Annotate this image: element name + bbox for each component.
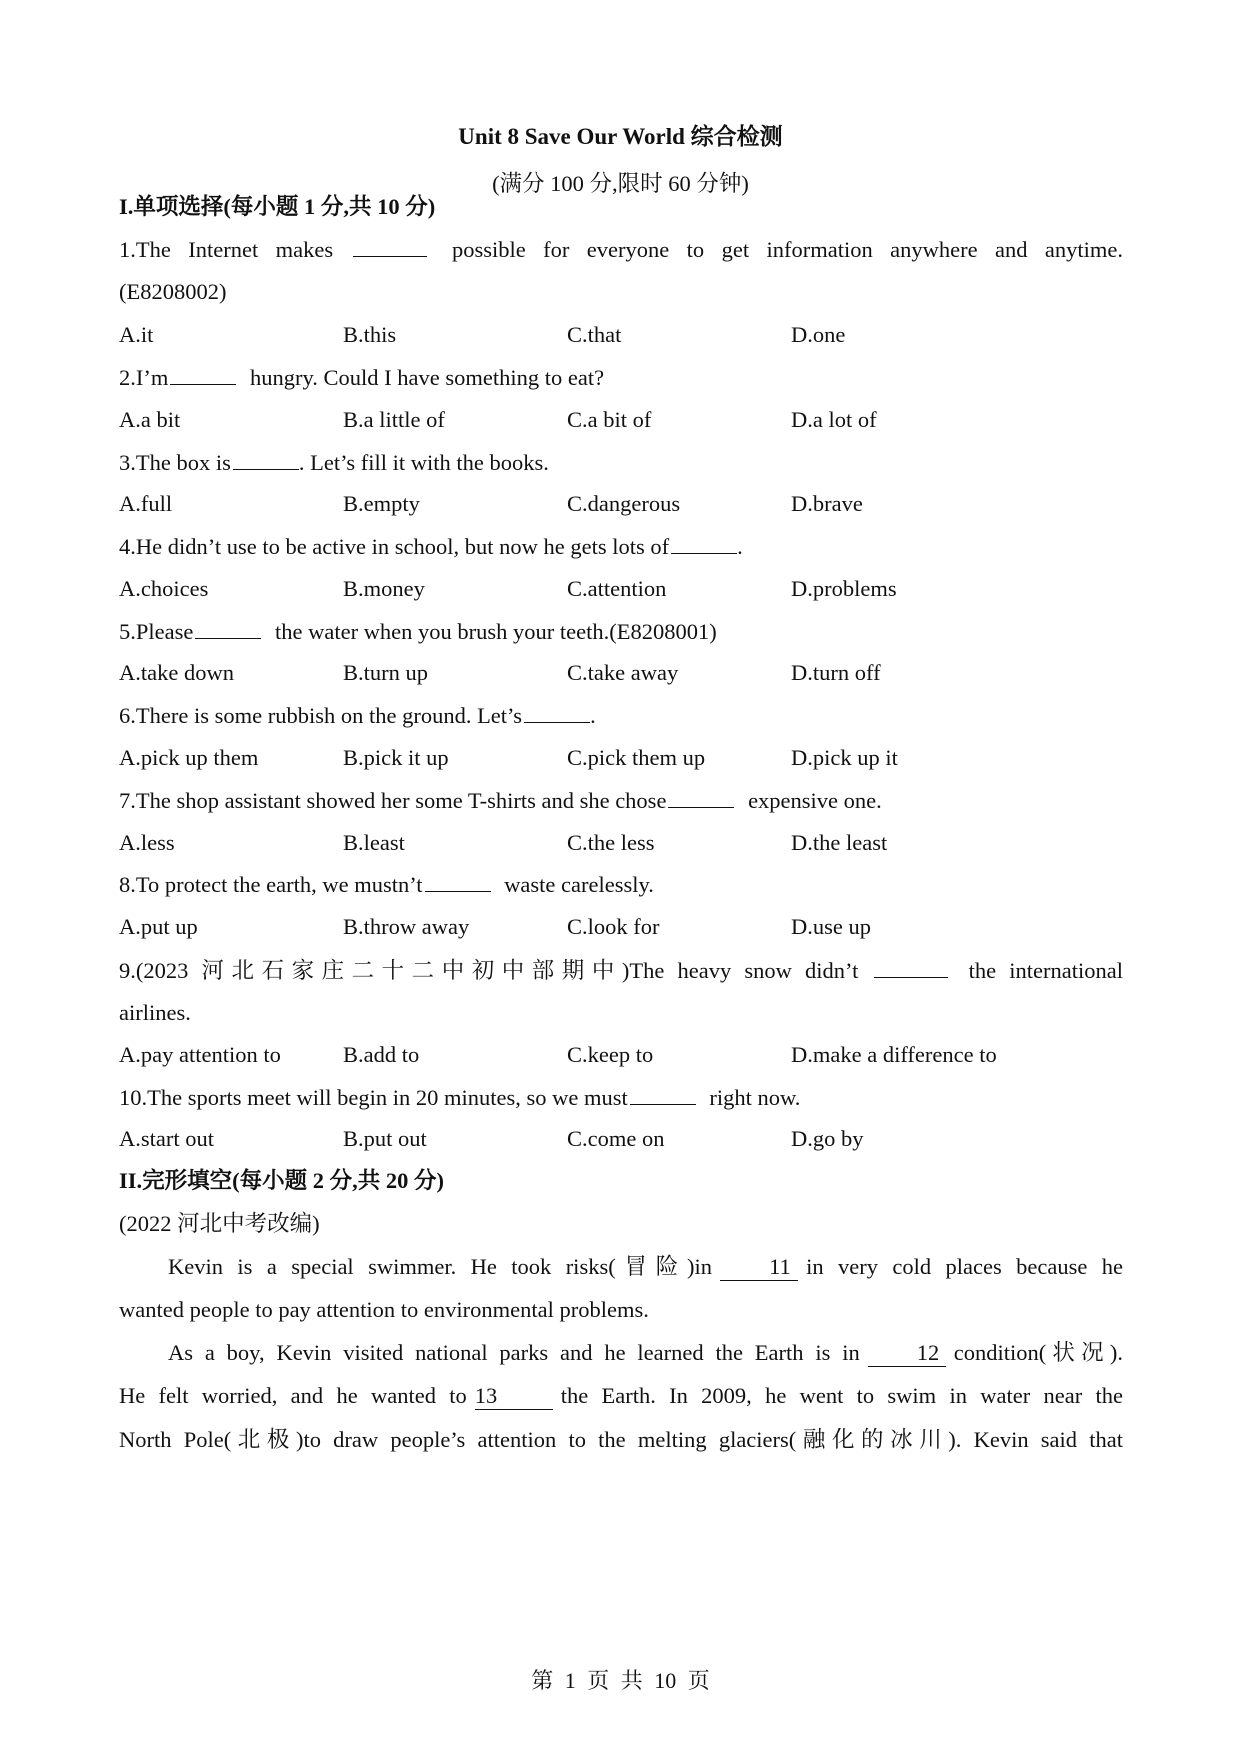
option-d: D.problems [791,576,897,601]
question-5-stem: 5.Please the water when you brush your teeth.(E8208001) [119,616,1123,647]
page-subtitle: (满分 100 分,限时 60 分钟) [492,171,749,196]
option-b: B.throw away [343,914,470,939]
passage-line-3: As a boy, Kevin visited national parks and he learned the Earth is in 12 condition(状况). [168,1340,1123,1365]
option-d: D.a lot of [791,407,877,432]
question-7-stem: 7.The shop assistant showed her some T-shirts and she chose expensive one. [119,785,1123,816]
option-b: B.pick it up [343,745,449,770]
option-b: B.a little of [343,407,445,432]
option-b: B.turn up [343,660,429,685]
option-b: B.money [343,576,425,601]
option-d: D.one [791,322,846,347]
answer-blank [170,362,236,385]
section-2-heading: II.完形填空(每小题 2 分,共 20 分) [119,1168,444,1193]
page-footer: 第 1 页 共 10 页 [531,1668,710,1693]
option-c: C.look for [567,914,660,939]
option-d: D.pick up it [791,745,898,770]
option-b: B.empty [343,491,420,516]
option-a: A.put up [119,914,198,939]
option-c: C.pick them up [567,745,706,770]
passage-line-1: Kevin is a special swimmer. He took risks(冒险)in 11 in very cold places because he [168,1254,1123,1279]
answer-blank [425,869,491,892]
option-c: C.come on [567,1126,665,1151]
option-a: A.less [119,830,175,855]
option-c: C.that [567,322,622,347]
question-4-stem: 4.He didn’t use to be active in school, but now he gets lots of . [119,531,1123,562]
answer-blank [668,785,734,808]
question-4-options [119,574,1123,604]
option-b: B.this [343,322,397,347]
question-2-stem: 2.I’m hungry. Could I have something to eat? [119,362,1123,393]
option-a: A.take down [119,660,234,685]
answer-blank [874,955,948,978]
option-a: A.full [119,491,173,516]
passage-line-5: North Pole(北极)to draw people’s attention to the melting glaciers(融化的冰川). Kevin said that [119,1427,1123,1452]
question-1-code: (E8208002) [119,279,227,304]
question-8-options [119,912,1123,942]
cloze-blank-12: 12 [868,1340,946,1367]
cloze-blank-13: 13 [475,1383,553,1410]
question-6-options [119,743,1123,773]
option-b: B.put out [343,1126,427,1151]
answer-blank [195,616,261,639]
option-b: B.add to [343,1042,420,1067]
option-d: D.make a difference to [791,1042,997,1067]
option-c: C.a bit of [567,407,652,432]
question-6-stem: 6.There is some rubbish on the ground. Let’s . [119,700,1123,731]
question-3-options [119,489,1123,519]
option-c: C.keep to [567,1042,654,1067]
passage-source: (2022 河北中考改编) [119,1211,320,1236]
question-1-options [119,320,1123,350]
option-d: D.turn off [791,660,881,685]
question-8-stem: 8.To protect the earth, we mustn’t waste carelessly. [119,869,1123,900]
cloze-blank-11: 11 [720,1254,798,1281]
option-d: D.use up [791,914,871,939]
answer-blank [233,447,299,470]
option-c: C.dangerous [567,491,681,516]
option-d: D.the least [791,830,888,855]
option-a: A.a bit [119,407,181,432]
question-10-options [119,1124,1123,1154]
option-d: D.go by [791,1126,864,1151]
option-a: A.choices [119,576,209,601]
option-c: C.the less [567,830,655,855]
question-10-stem: 10.The sports meet will begin in 20 minutes, so we must right now. [119,1082,1123,1113]
passage-line-4: He felt worried, and he wanted to 13 the Earth. In 2009, he went to swim in water near the [119,1383,1123,1408]
answer-blank [630,1082,696,1105]
option-b: B.least [343,830,405,855]
question-3-stem: 3.The box is . Let’s fill it with the books. [119,447,1123,478]
answer-blank [353,234,427,257]
option-a: A.pick up them [119,745,259,770]
page-title: Unit 8 Save Our World 综合检测 [458,124,783,149]
option-a: A.it [119,322,154,347]
option-c: C.attention [567,576,667,601]
question-9-stem-cont: airlines. [119,1000,191,1025]
passage-line-2: wanted people to pay attention to environmental problems. [119,1297,649,1322]
question-5-options [119,658,1123,688]
option-a: A.pay attention to [119,1042,281,1067]
answer-blank [524,700,590,723]
option-d: D.brave [791,491,863,516]
question-2-options [119,405,1123,435]
question-7-options [119,828,1123,858]
section-1-heading: I.单项选择(每小题 1 分,共 10 分) [119,194,436,219]
option-a: A.start out [119,1126,214,1151]
question-9-options [119,1040,1123,1070]
answer-blank [671,531,737,554]
question-1-stem: 1.The Internet makes possible for everyone to get information anywhere and anytime. [119,234,1123,265]
question-9-stem: 9.(2023 河北石家庄二十二中初中部期中)The heavy snow didn’t the international [119,955,1123,986]
option-c: C.take away [567,660,679,685]
